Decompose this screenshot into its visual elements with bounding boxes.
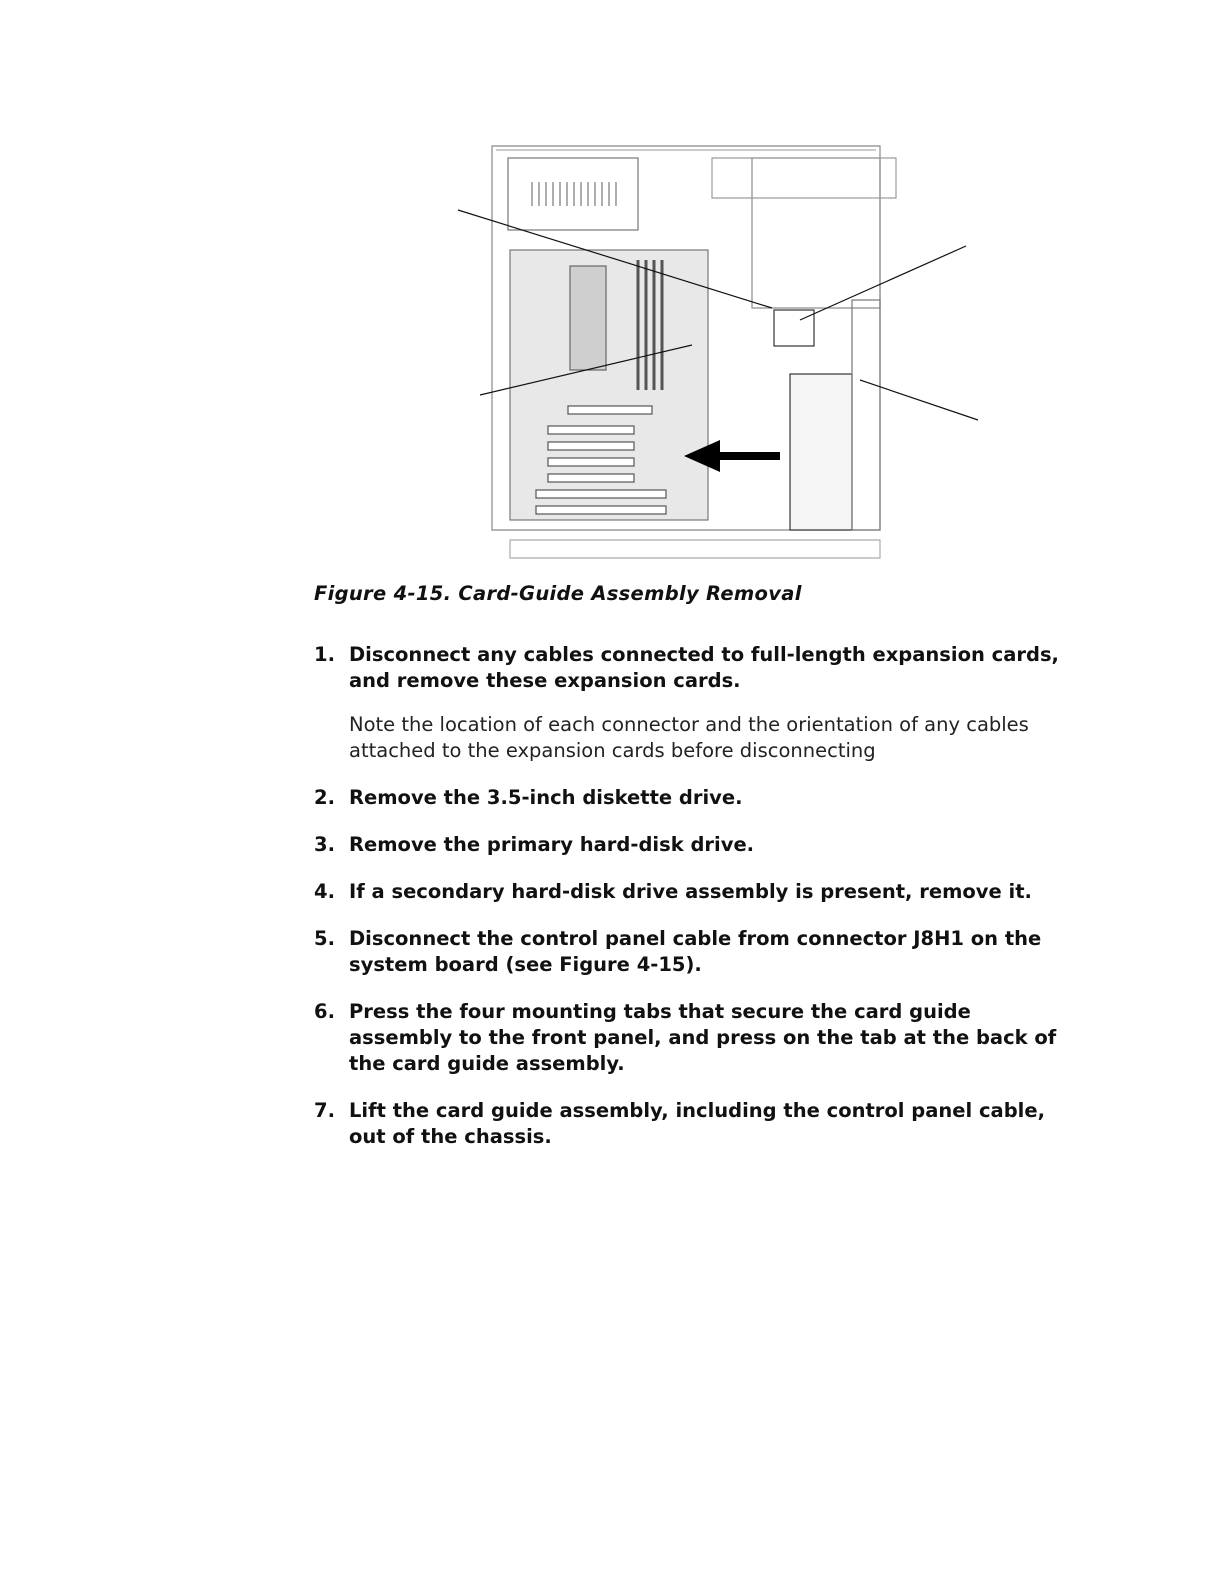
step-text: Remove the 3.5-inch diskette drive. (349, 786, 743, 809)
step-text: Press the four mounting tabs that secure the card guide assembly to the front panel, and press on the tab at the back of the card guide assembly. (349, 1000, 1057, 1075)
step-text: Remove the primary hard-disk drive. (349, 833, 755, 856)
step-number: 1. (314, 643, 335, 666)
step-number: 2. (314, 786, 335, 809)
list-item (314, 999, 1074, 1077)
step-number: 4. (314, 880, 335, 903)
step-text: If a secondary hard-disk drive assembly is present, remove it. (349, 880, 1032, 903)
chassis-illustration (440, 130, 1000, 570)
step-number: 6. (314, 1000, 335, 1023)
list-item (314, 879, 1074, 905)
figure-caption: Figure 4-15. Card-Guide Assembly Removal (314, 582, 802, 605)
step-note: Note the location of each connector and the orientation of any cables attached to the expansion cards before disconnecting (349, 713, 1029, 762)
list-item (314, 1098, 1074, 1150)
step-text: Disconnect any cables connected to full-length expansion cards, and remove these expansion cards. (349, 643, 1059, 692)
list-item (314, 832, 1074, 858)
step-number: 3. (314, 833, 335, 856)
list-item (314, 926, 1074, 978)
step-text: Disconnect the control panel cable from connector J8H1 on the system board (see Figure 4-15). (349, 927, 1042, 976)
step-number: 7. (314, 1099, 335, 1122)
list-item (314, 785, 1074, 811)
card-guide-removal-figure (440, 130, 1000, 570)
step-number: 5. (314, 927, 335, 950)
procedure-steps (314, 642, 1074, 1171)
list-item (314, 642, 1074, 764)
step-text: Lift the card guide assembly, including the control panel cable, out of the chassis. (349, 1099, 1045, 1148)
